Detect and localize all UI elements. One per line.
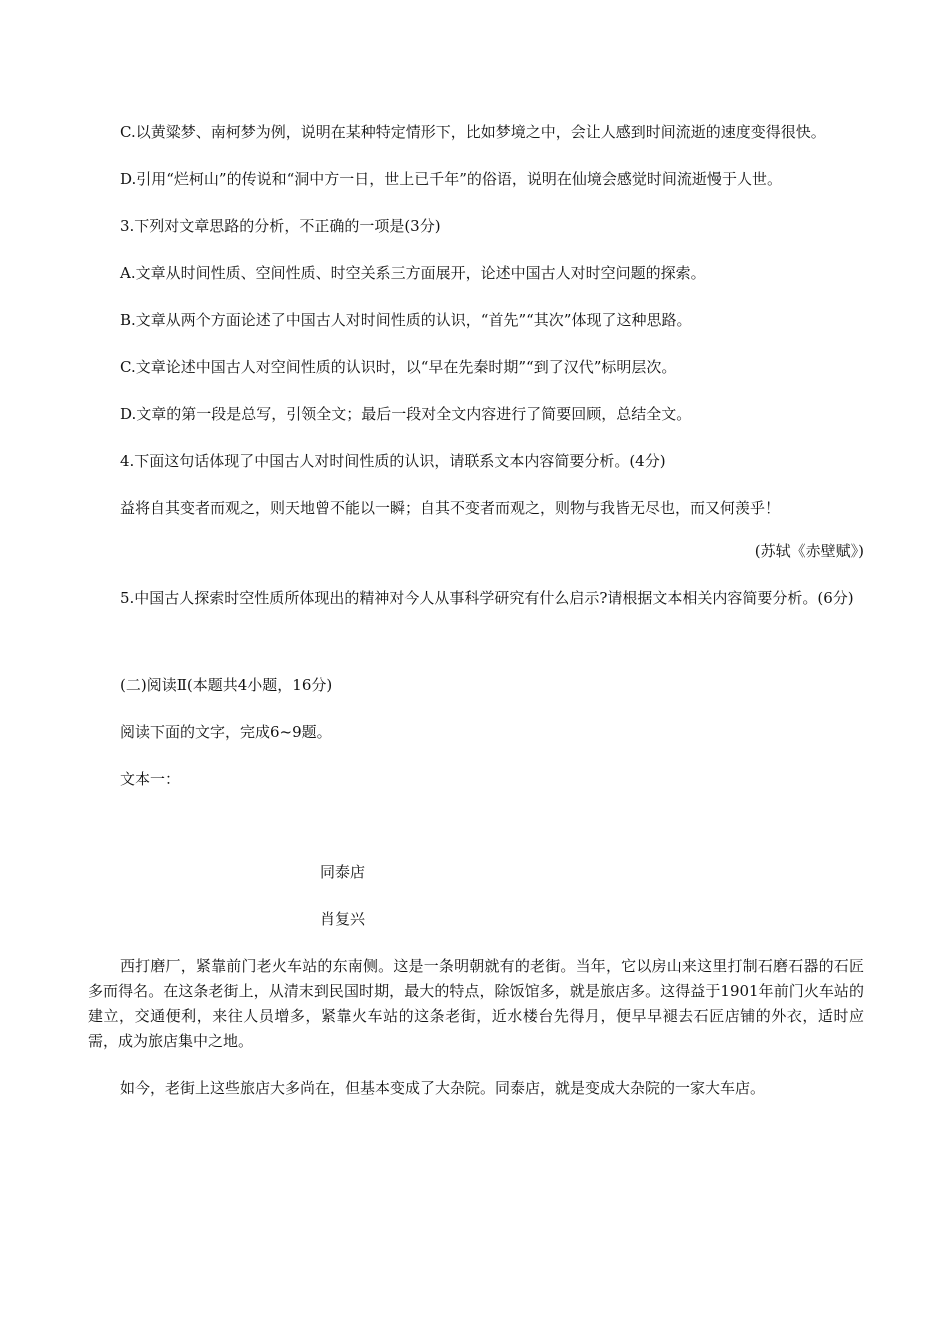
q5-stem: 5.中国古人探索时空性质所体现出的精神对今人从事科学研究有什么启示?请根据文本相关内容简要分析。(6分) (120, 589, 854, 607)
article-author: 肖复兴 (320, 910, 366, 928)
q4-quote-source: (苏轼《赤壁赋》) (754, 542, 864, 560)
q4-quote: 益将自其变者而观之，则天地曾不能以一瞬；自其不变者而观之，则物与我皆无尽也，而又何羡乎！ (120, 499, 781, 517)
q3-option-a: A.文章从时间性质、空间性质、时空关系三方面展开，论述中国古人对时空问题的探索。 (120, 264, 706, 282)
document-page (88, 120, 864, 1123)
q2-option-c: C.以黄粱梦、南柯梦为例，说明在某种特定情形下，比如梦境之中，会让人感到时间流逝的速度变得很快。 (120, 123, 826, 141)
q3-stem: 3.下列对文章思路的分析，不正确的一项是(3分) (120, 217, 441, 235)
q3-option-c: C.文章论述中国古人对空间性质的认识时，以“早在先秦时期”“到了汉代”标明层次。 (120, 358, 677, 376)
section2-heading: (二)阅读Ⅱ(本题共4小题，16分) (120, 676, 333, 694)
article-title: 同泰店 (320, 863, 366, 881)
q3-option-b: B.文章从两个方面论述了中国古人对时间性质的认识，“首先”“其次”体现了这种思路。 (120, 311, 692, 329)
article-paragraph: 如今，老街上这些旅店大多尚在，但基本变成了大杂院。同泰店，就是变成大杂院的一家大车店。 (120, 1079, 766, 1097)
q3-option-d: D.文章的第一段是总写，引领全文；最后一段对全文内容进行了简要回顾，总结全文。 (120, 405, 692, 423)
article-paragraph: 西打磨厂，紧靠前门老火车站的东南侧。这是一条明朝就有的老街。当年，它以房山来这里打制石磨石器的石匠多而得名。在这条老街上，从清末到民国时期，最大的特点，除饭馆多，就是旅店多。这得益于1901年前门火车站的建立，交通便利，来往人员增多，紧靠火车站的这条老街，近水楼台先得月，便早早褪去石匠店铺的外衣，适时应需，成为旅店集中之地。 (88, 957, 864, 1050)
spacer (88, 633, 864, 673)
q2-option-d: D.引用“烂柯山”的传说和“洞中方一日，世上已千年”的俗语，说明在仙境会感觉时间流逝慢于人世。 (120, 170, 782, 188)
section2-instruction: 阅读下面的文字，完成6~9题。 (120, 723, 332, 741)
q4-stem: 4.下面这句话体现了中国古人对时间性质的认识，请联系文本内容简要分析。(4分) (120, 452, 666, 470)
text-label: 文本一： (120, 770, 181, 788)
spacer (88, 814, 864, 860)
